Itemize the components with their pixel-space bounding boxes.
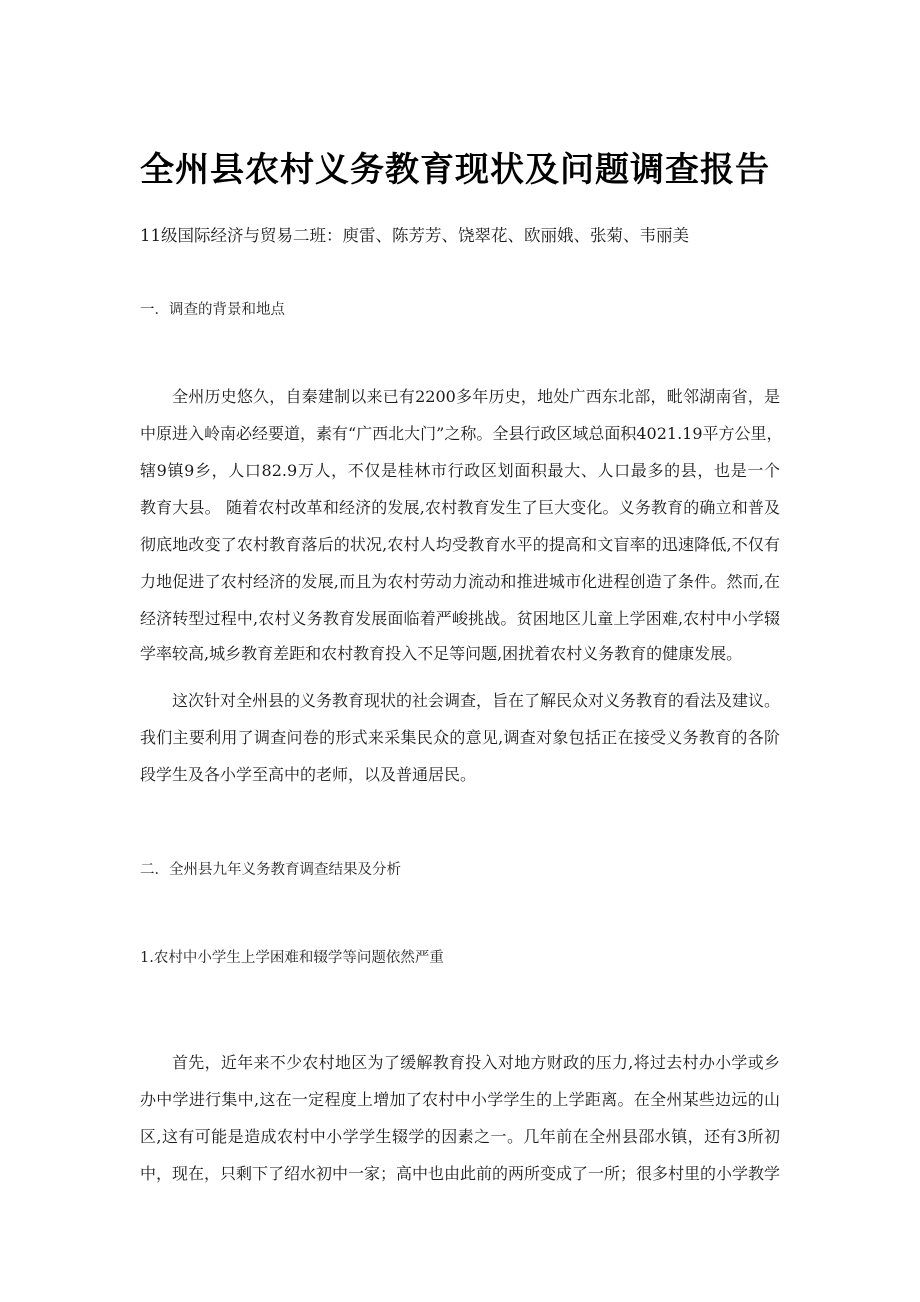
- text-line: 办中学进行集中,这在一定程度上增加了农村中小学学生的上学距离。在全州某些边远的山: [140, 1090, 780, 1109]
- author-line: 11级国际经济与贸易二班：庾雷、陈芳芳、饶翠花、欧丽娥、张菊、韦丽美: [140, 226, 689, 245]
- text-line: 段学生及各小学至高中的老师，以及普通居民。: [140, 765, 477, 784]
- subsection-1-heading: 1.农村中小学生上学困难和辍学等问题依然严重: [140, 950, 444, 966]
- text-line: 教育大县。 随着农村改革和经济的发展,农村教育发生了巨大变化。义务教育的确立和普及: [140, 498, 780, 517]
- text-line: 中原进入岭南必经要道，素有“广西北大门”之称。全县行政区域总面积4021.19平方公里，: [140, 424, 783, 443]
- text-line: 这次针对全州县的义务教育现状的社会调查，旨在了解民众对义务教育的看法及建议。: [172, 691, 781, 710]
- text-line: 彻底地改变了农村教育落后的状况,农村人均受教育水平的提高和文盲率的迅速降低,不仅有: [140, 535, 780, 554]
- text-line: 我们主要利用了调查问卷的形式来采集民众的意见,调查对象包括正在接受义务教育的各阶: [140, 728, 780, 747]
- text-line: 中，现在，只剩下了绍水初中一家；高中也由此前的两所变成了一所；很多村里的小学教学: [140, 1164, 781, 1183]
- text-line: 首先，近年来不少农村地区为了缓解教育投入对地方财政的压力,将过去村办小学或乡: [172, 1053, 780, 1072]
- report-title: 全州县农村义务教育现状及问题调查报告: [140, 150, 770, 190]
- text-line: 力地促进了农村经济的发展,而且为农村劳动力流动和推进城市化进程创造了条件。然而,在: [140, 572, 780, 591]
- text-line: 全州历史悠久，自秦建制以来已有2200多年历史，地处广西东北部，毗邻湖南省，是: [172, 387, 780, 406]
- text-line: 辖9镇9乡，人口82.9万人，不仅是桂林市行政区划面积最大、人口最多的县，也是一个: [140, 461, 780, 480]
- text-line: 学率较高,城乡教育差距和农村教育投入不足等问题,困扰着农村义务教育的健康发展。: [140, 644, 743, 663]
- section-2-heading: 二．全州县九年义务教育调查结果及分析: [140, 862, 401, 878]
- text-line: 区,这有可能是造成农村中小学学生辍学的因素之一。几年前在全州县邵水镇，还有3所初: [140, 1127, 780, 1146]
- section-1-heading: 一．调查的背景和地点: [140, 302, 285, 318]
- text-line: 经济转型过程中,农村义务教育发展面临着严峻挑战。贫困地区儿童上学困难,农村中小学辍: [140, 609, 780, 628]
